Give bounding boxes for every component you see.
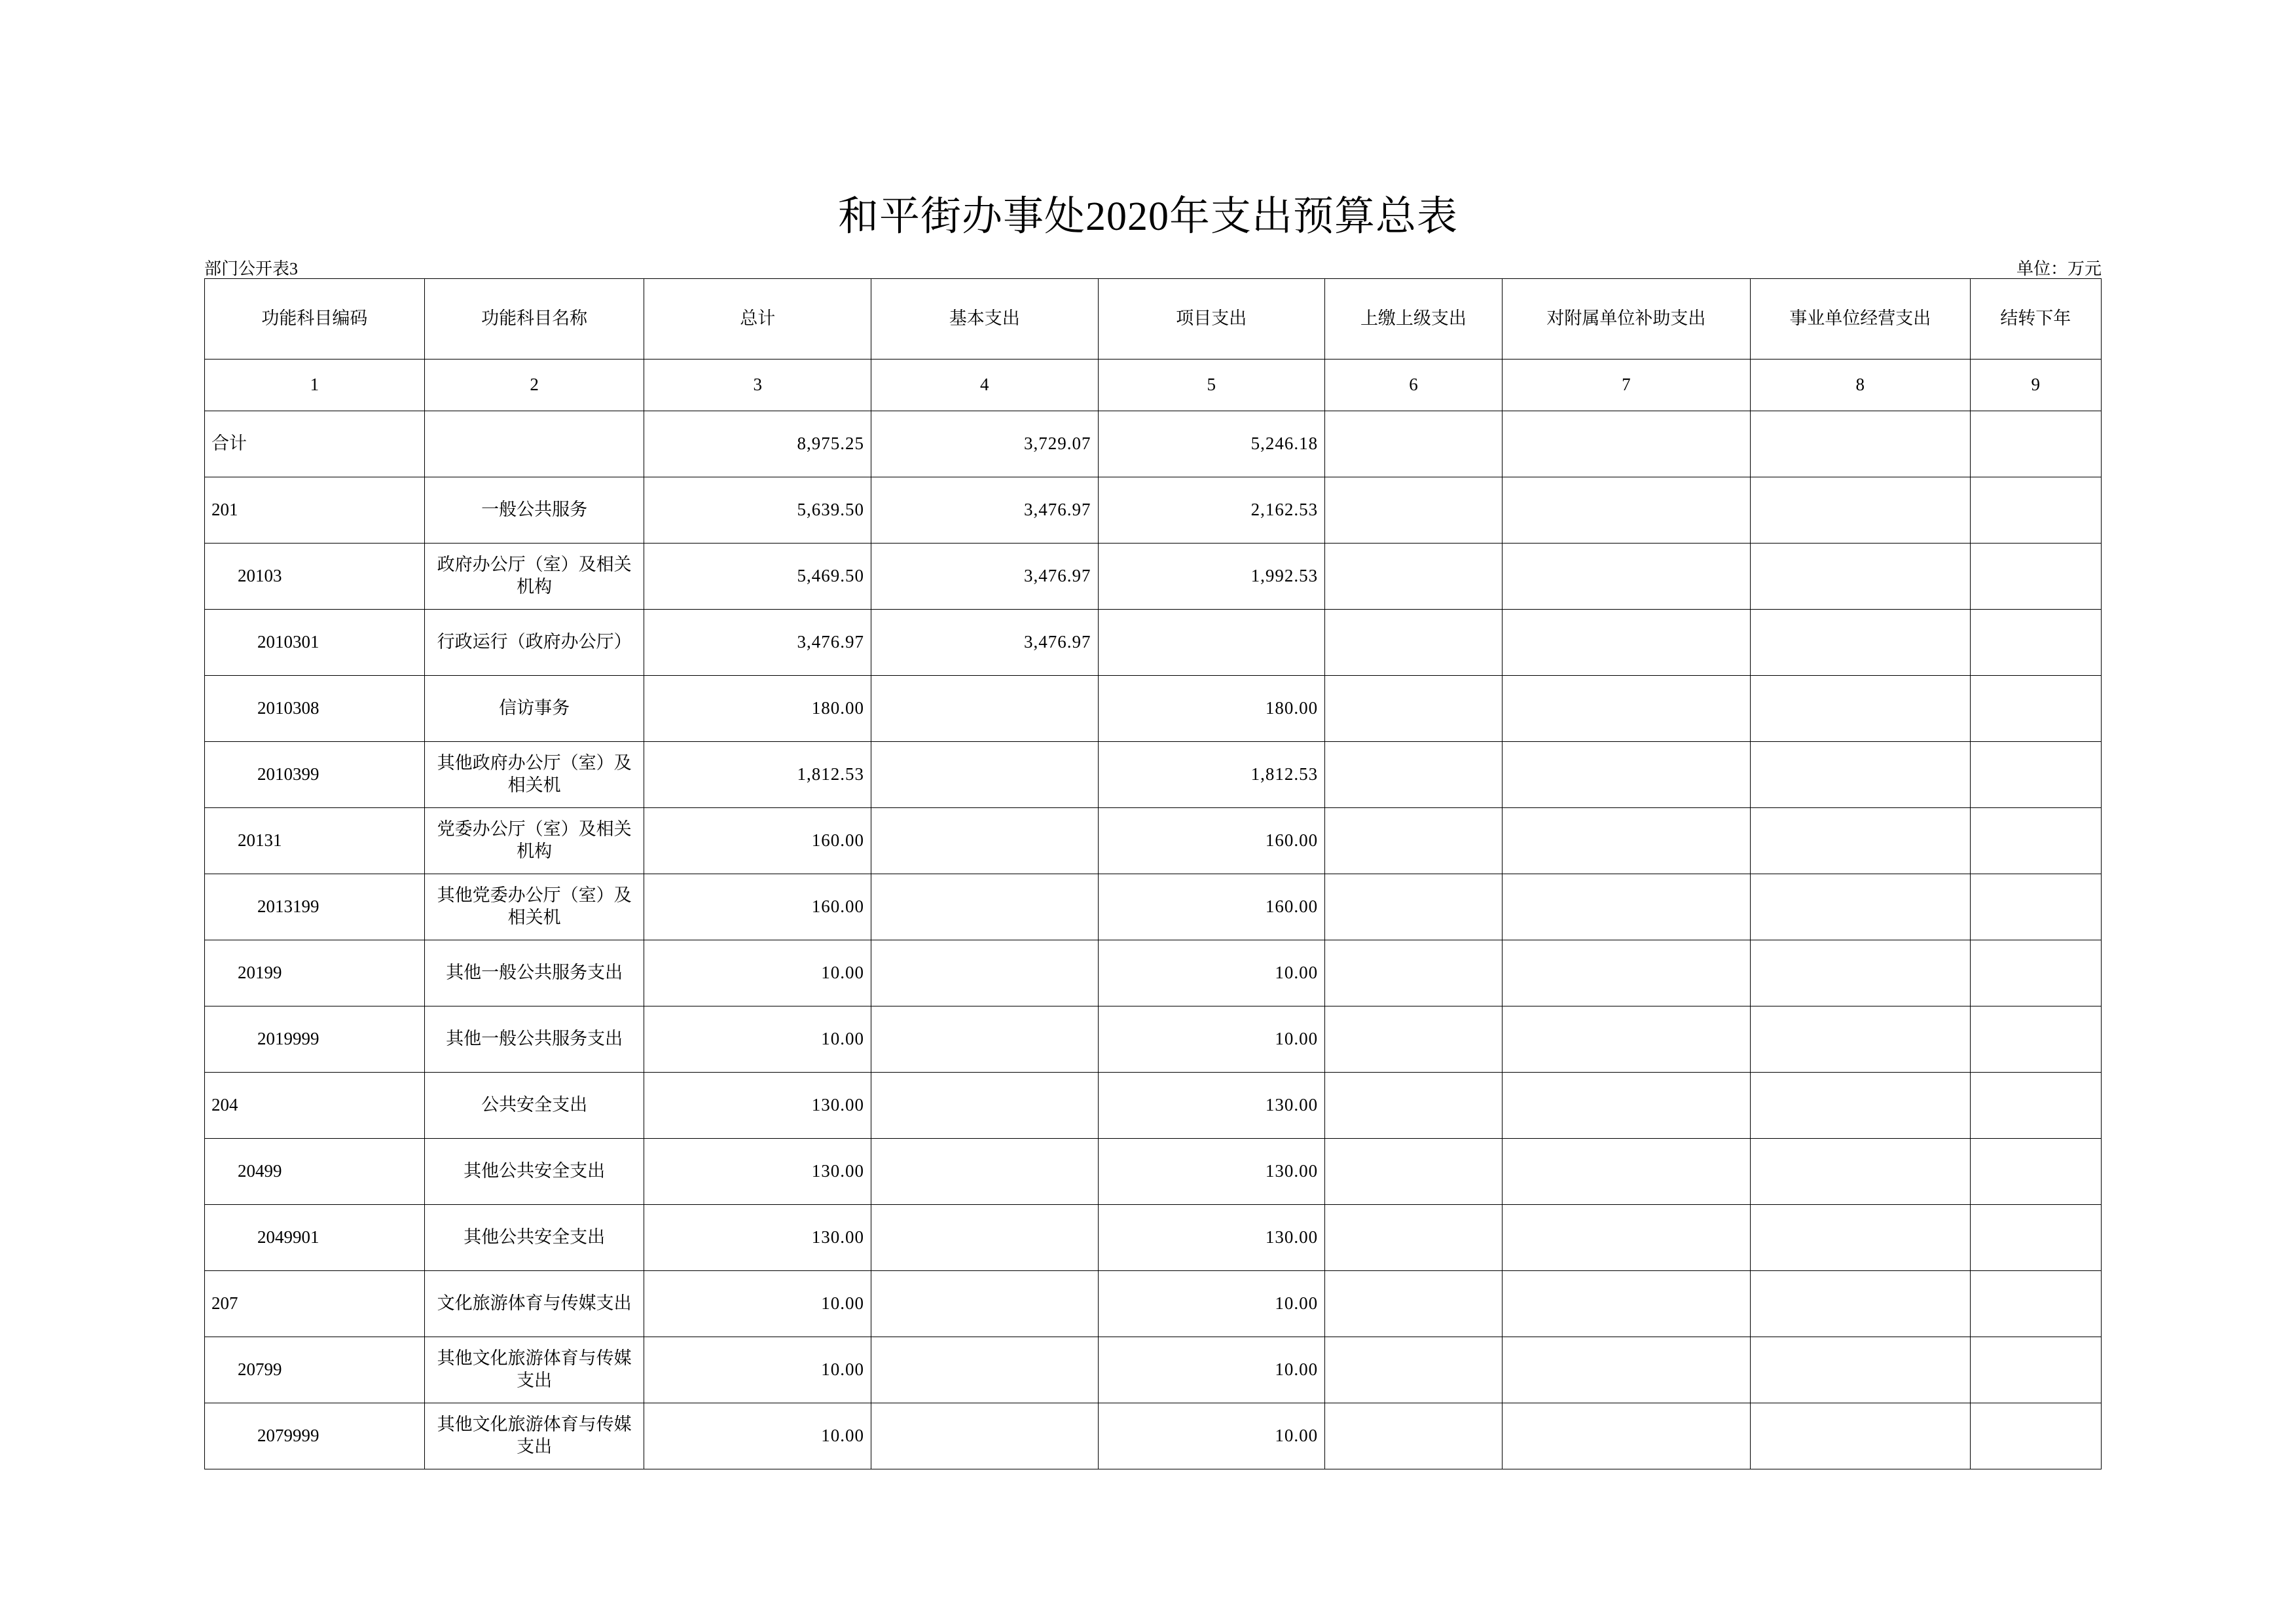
cell-subsidiary-subsidy [1502,1205,1750,1271]
column-header-carryover: 结转下年 [1970,279,2101,360]
cell-total: 130.00 [644,1073,871,1139]
column-number: 1 [205,360,425,411]
cell-subsidiary-subsidy [1502,1337,1750,1403]
cell-carryover-next-year [1970,874,2101,940]
cell-total: 5,639.50 [644,477,871,544]
budget-table [204,278,2102,1469]
cell-function-name [424,411,644,477]
cell-subsidiary-subsidy [1502,1403,1750,1469]
cell-basic-expenditure [871,1073,1098,1139]
cell-operating-expenditure [1750,1006,1970,1073]
table-row [205,1073,2102,1139]
cell-function-name: 其他党委办公厅（室）及相关机 [424,874,644,940]
cell-project-expenditure: 180.00 [1098,676,1325,742]
cell-upper-level-expenditure [1325,874,1503,940]
cell-upper-level-expenditure [1325,1205,1503,1271]
cell-upper-level-expenditure [1325,1403,1503,1469]
cell-subsidiary-subsidy [1502,610,1750,676]
page-title: 和平街办事处2020年支出预算总表 [837,194,1458,239]
cell-function-name: 信访事务 [424,676,644,742]
cell-function-code: 20131 [205,808,425,874]
cell-function-name: 其他文化旅游体育与传媒支出 [424,1337,644,1403]
table-body [205,411,2102,1469]
table-row [205,1006,2102,1073]
cell-carryover-next-year [1970,411,2101,477]
cell-subsidiary-subsidy [1502,874,1750,940]
cell-operating-expenditure [1750,874,1970,940]
cell-upper-level-expenditure [1325,742,1503,808]
cell-function-code: 2049901 [205,1205,425,1271]
cell-subsidiary-subsidy [1502,742,1750,808]
cell-operating-expenditure [1750,1073,1970,1139]
cell-project-expenditure: 10.00 [1098,1006,1325,1073]
cell-function-name: 政府办公厅（室）及相关机构 [424,544,644,610]
table-row [205,477,2102,544]
cell-function-code: 204 [205,1073,425,1139]
cell-project-expenditure: 160.00 [1098,874,1325,940]
cell-project-expenditure: 160.00 [1098,808,1325,874]
cell-project-expenditure: 1,992.53 [1098,544,1325,610]
cell-total: 8,975.25 [644,411,871,477]
cell-carryover-next-year [1970,742,2101,808]
cell-project-expenditure: 10.00 [1098,1403,1325,1469]
cell-upper-level-expenditure [1325,1139,1503,1205]
cell-function-code: 20199 [205,940,425,1006]
table-row [205,874,2102,940]
cell-total: 1,812.53 [644,742,871,808]
table-row [205,1205,2102,1271]
cell-total: 130.00 [644,1205,871,1271]
cell-basic-expenditure [871,874,1098,940]
cell-total: 160.00 [644,808,871,874]
cell-total: 180.00 [644,676,871,742]
column-header-total: 总计 [644,279,871,360]
cell-project-expenditure: 10.00 [1098,1271,1325,1337]
cell-project-expenditure: 130.00 [1098,1139,1325,1205]
cell-upper-level-expenditure [1325,477,1503,544]
table-row [205,940,2102,1006]
cell-carryover-next-year [1970,1006,2101,1073]
cell-project-expenditure: 2,162.53 [1098,477,1325,544]
cell-subsidiary-subsidy [1502,544,1750,610]
cell-upper-level-expenditure [1325,544,1503,610]
cell-operating-expenditure [1750,1271,1970,1337]
cell-carryover-next-year [1970,1139,2101,1205]
cell-total: 160.00 [644,874,871,940]
unit-label: 单位：万元 [2016,259,2102,278]
cell-subsidiary-subsidy [1502,1139,1750,1205]
cell-function-name: 党委办公厅（室）及相关机构 [424,808,644,874]
table-row [205,610,2102,676]
cell-function-code: 20799 [205,1337,425,1403]
cell-operating-expenditure [1750,1205,1970,1271]
cell-upper-level-expenditure [1325,1271,1503,1337]
table-row [205,1139,2102,1205]
cell-upper-level-expenditure [1325,1073,1503,1139]
cell-upper-level-expenditure [1325,940,1503,1006]
cell-total: 130.00 [644,1139,871,1205]
cell-carryover-next-year [1970,1271,2101,1337]
cell-carryover-next-year [1970,477,2101,544]
cell-basic-expenditure [871,1205,1098,1271]
column-header-code: 功能科目编码 [205,279,425,360]
cell-basic-expenditure: 3,729.07 [871,411,1098,477]
cell-project-expenditure: 130.00 [1098,1073,1325,1139]
cell-subsidiary-subsidy [1502,411,1750,477]
cell-upper-level-expenditure [1325,610,1503,676]
cell-carryover-next-year [1970,1403,2101,1469]
column-header-upper: 上缴上级支出 [1325,279,1503,360]
cell-basic-expenditure [871,1337,1098,1403]
column-header-name: 功能科目名称 [424,279,644,360]
cell-upper-level-expenditure [1325,1337,1503,1403]
column-number: 4 [871,360,1098,411]
cell-carryover-next-year [1970,676,2101,742]
column-header-operating: 事业单位经营支出 [1750,279,1970,360]
cell-function-name: 其他公共安全支出 [424,1139,644,1205]
column-number: 3 [644,360,871,411]
cell-subsidiary-subsidy [1502,940,1750,1006]
cell-subsidiary-subsidy [1502,1271,1750,1337]
cell-function-code: 2013199 [205,874,425,940]
cell-basic-expenditure: 3,476.97 [871,544,1098,610]
cell-function-name: 其他一般公共服务支出 [424,1006,644,1073]
cell-carryover-next-year [1970,544,2101,610]
column-number: 7 [1502,360,1750,411]
cell-operating-expenditure [1750,742,1970,808]
cell-total: 10.00 [644,940,871,1006]
table-row [205,1337,2102,1403]
cell-project-expenditure: 1,812.53 [1098,742,1325,808]
column-header-basic: 基本支出 [871,279,1098,360]
cell-function-code: 20103 [205,544,425,610]
cell-function-name: 其他政府办公厅（室）及相关机 [424,742,644,808]
cell-function-name: 其他文化旅游体育与传媒支出 [424,1403,644,1469]
table-row [205,1403,2102,1469]
cell-carryover-next-year [1970,1337,2101,1403]
cell-basic-expenditure [871,1006,1098,1073]
cell-operating-expenditure [1750,610,1970,676]
cell-subsidiary-subsidy [1502,808,1750,874]
column-header-project: 项目支出 [1098,279,1325,360]
cell-function-code: 2010399 [205,742,425,808]
column-number: 9 [1970,360,2101,411]
cell-basic-expenditure: 3,476.97 [871,477,1098,544]
table-row [205,411,2102,477]
cell-upper-level-expenditure [1325,808,1503,874]
cell-subsidiary-subsidy [1502,676,1750,742]
cell-basic-expenditure [871,940,1098,1006]
cell-function-name: 其他公共安全支出 [424,1205,644,1271]
cell-carryover-next-year [1970,1205,2101,1271]
cell-function-name: 其他一般公共服务支出 [424,940,644,1006]
cell-project-expenditure: 10.00 [1098,940,1325,1006]
column-number: 5 [1098,360,1325,411]
cell-project-expenditure [1098,610,1325,676]
cell-subsidiary-subsidy [1502,477,1750,544]
cell-carryover-next-year [1970,610,2101,676]
cell-function-code: 2079999 [205,1403,425,1469]
cell-project-expenditure: 130.00 [1098,1205,1325,1271]
cell-project-expenditure: 10.00 [1098,1337,1325,1403]
cell-function-code: 201 [205,477,425,544]
cell-subsidiary-subsidy [1502,1073,1750,1139]
cell-operating-expenditure [1750,1337,1970,1403]
cell-upper-level-expenditure [1325,676,1503,742]
cell-operating-expenditure [1750,544,1970,610]
cell-function-code: 2010301 [205,610,425,676]
column-number: 6 [1325,360,1503,411]
table-row [205,676,2102,742]
cell-project-expenditure: 5,246.18 [1098,411,1325,477]
cell-operating-expenditure [1750,676,1970,742]
cell-carryover-next-year [1970,940,2101,1006]
cell-operating-expenditure [1750,477,1970,544]
cell-operating-expenditure [1750,808,1970,874]
cell-function-code: 合计 [205,411,425,477]
cell-operating-expenditure [1750,411,1970,477]
cell-total: 10.00 [644,1271,871,1337]
cell-total: 10.00 [644,1403,871,1469]
column-header-subsidy: 对附属单位补助支出 [1502,279,1750,360]
table-row [205,544,2102,610]
cell-basic-expenditure [871,742,1098,808]
cell-operating-expenditure [1750,1403,1970,1469]
cell-upper-level-expenditure [1325,411,1503,477]
column-number: 2 [424,360,644,411]
cell-function-name: 一般公共服务 [424,477,644,544]
cell-basic-expenditure [871,676,1098,742]
cell-function-code: 2010308 [205,676,425,742]
table-column-number-row [205,360,2102,411]
cell-function-code: 207 [205,1271,425,1337]
cell-operating-expenditure [1750,1139,1970,1205]
cell-operating-expenditure [1750,940,1970,1006]
cell-subsidiary-subsidy [1502,1006,1750,1073]
cell-function-name: 行政运行（政府办公厅） [424,610,644,676]
table-row [205,808,2102,874]
column-number: 8 [1750,360,1970,411]
cell-carryover-next-year [1970,1073,2101,1139]
cell-total: 5,469.50 [644,544,871,610]
cell-function-code: 2019999 [205,1006,425,1073]
cell-carryover-next-year [1970,808,2101,874]
cell-total: 10.00 [644,1337,871,1403]
cell-total: 10.00 [644,1006,871,1073]
table-row [205,1271,2102,1337]
cell-function-code: 20499 [205,1139,425,1205]
cell-basic-expenditure [871,1403,1098,1469]
cell-basic-expenditure [871,1271,1098,1337]
cell-upper-level-expenditure [1325,1006,1503,1073]
cell-total: 3,476.97 [644,610,871,676]
cell-function-name: 文化旅游体育与传媒支出 [424,1271,644,1337]
cell-basic-expenditure: 3,476.97 [871,610,1098,676]
cell-function-name: 公共安全支出 [424,1073,644,1139]
table-header-row [205,279,2102,360]
cell-basic-expenditure [871,1139,1098,1205]
form-label: 部门公开表3 [204,259,299,278]
table-row [205,742,2102,808]
cell-basic-expenditure [871,808,1098,874]
